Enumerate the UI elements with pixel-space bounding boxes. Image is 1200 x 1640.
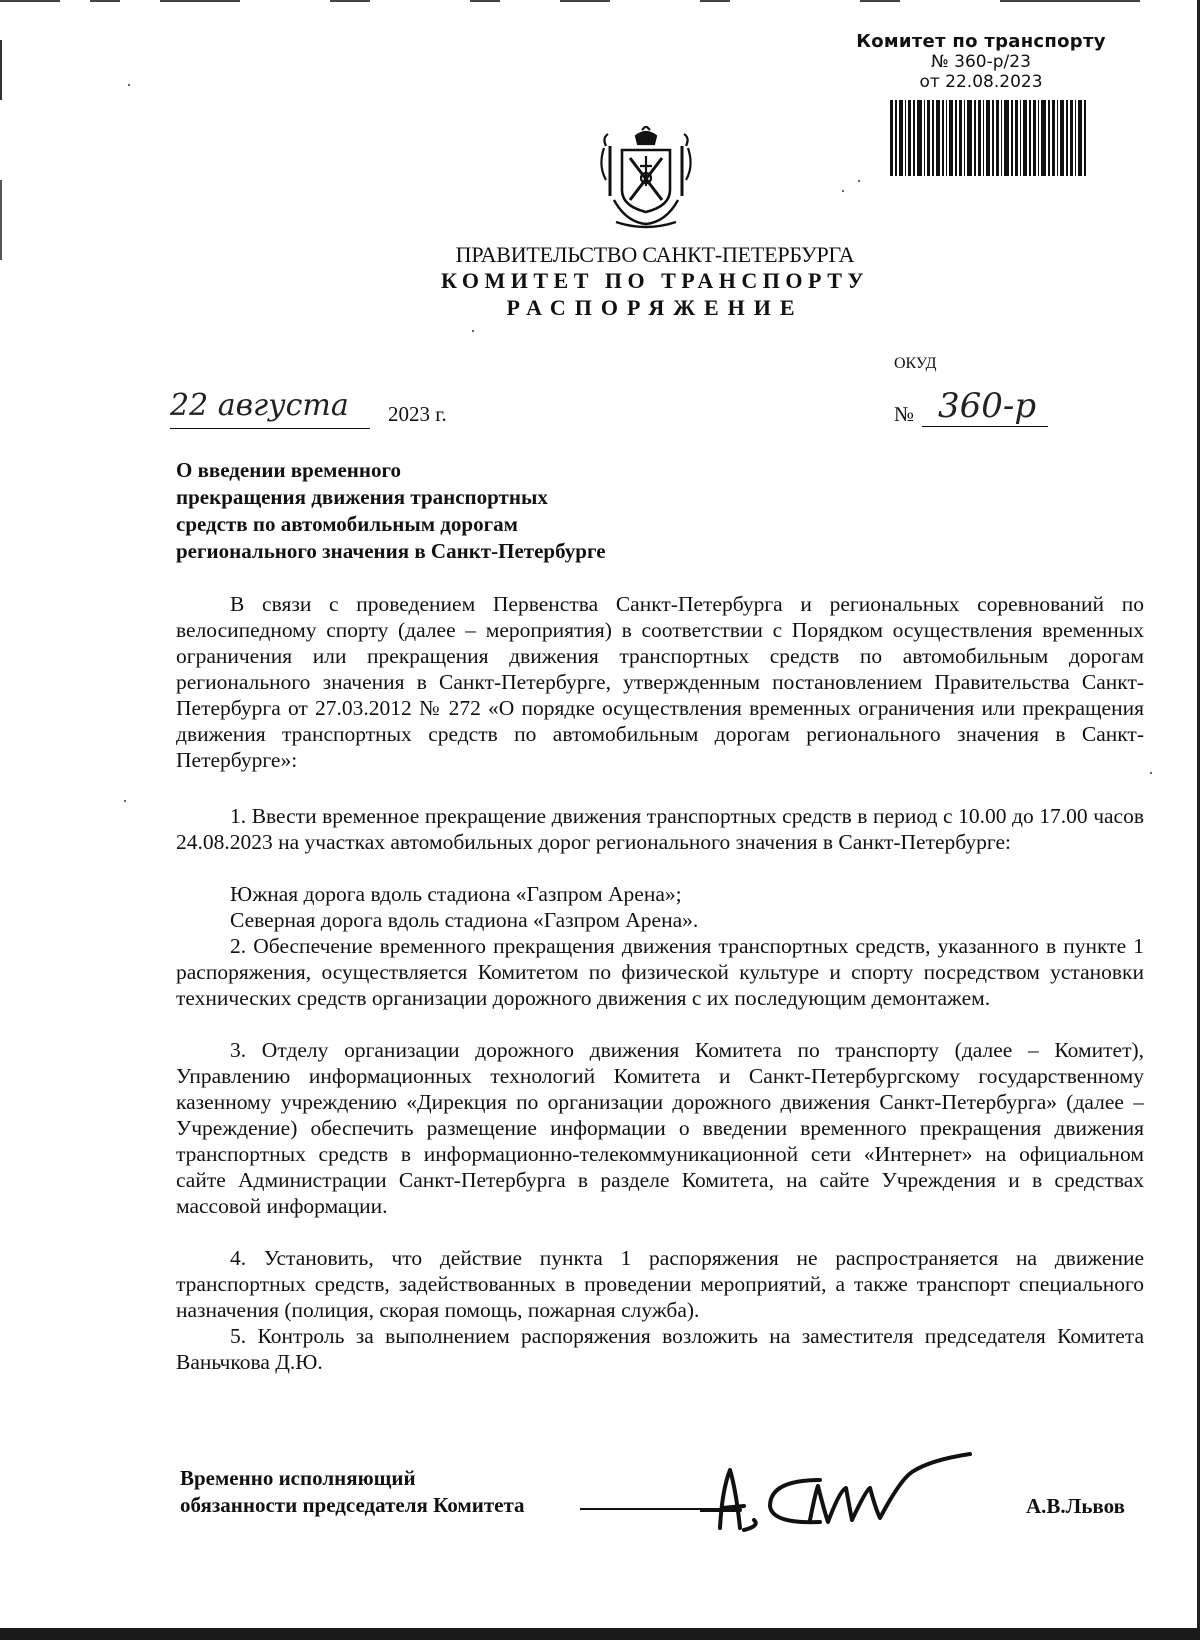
okud-label: ОКУД: [894, 355, 937, 372]
item-5: [176, 1323, 1144, 1375]
document-type: РАСПОРЯЖЕНИЕ: [506, 295, 804, 320]
scan-edge-bottom: [0, 1628, 1200, 1640]
item-4: [176, 1245, 1144, 1323]
item-1: [176, 803, 1144, 855]
scan-speck: [858, 180, 860, 182]
paragraph-text: В связи с проведением Первенства Санкт-Петербурга и региональных соревнований по велосипедному спорту (далее – мероприятия) в соответствии с Порядком осуществления временных ограничения или прекращения движения транспортных средств по автомобильным дорогам регионального значения в Санкт-Петербурге, утвержденным постановлением Правительства Санкт-Петербурга от 27.03.2012 № 272 «О порядке осуществления временных ограничения или прекращения движения транспортных средств по автомобильным дорогам регионального значения в Санкт-Петербурге»:: [176, 592, 1144, 772]
handwritten-number: 360-р: [938, 386, 1037, 426]
coat-of-arms-icon: [596, 126, 696, 234]
number-sign: №: [894, 402, 915, 426]
paragraph-text: 4. Установить, что действие пункта 1 распоряжения не распространяется на движение транспортных средств, задействованных в проведении мероприятий, а также транспорт специального назначения (полиция, скорая помощь, пожарная служба).: [176, 1246, 1144, 1322]
date-underline: [170, 428, 370, 429]
scan-edge-top: [0, 0, 1200, 4]
committee-title: КОМИТЕТ ПО ТРАНСПОРТУ: [440, 268, 870, 293]
subject-line: средств по автомобильным дорогам: [176, 512, 518, 536]
government-title: ПРАВИТЕЛЬСТВО САНКТ-ПЕТЕРБУРГА: [455, 242, 855, 267]
scan-speck: [128, 84, 130, 86]
subject-line: регионального значения в Санкт-Петербурге: [176, 539, 606, 563]
stamp-date: от 22.08.2023: [919, 72, 1043, 92]
document-number: [894, 388, 1094, 434]
scan-edge-left: [0, 180, 2, 260]
item-3: [176, 1037, 1144, 1219]
handwritten-signature: [700, 1450, 1030, 1540]
handwritten-date: 22 августа: [170, 388, 349, 423]
scan-speck: [124, 800, 126, 802]
barcode: [890, 100, 1086, 176]
scan-speck: [1150, 772, 1152, 774]
paragraph-text: 2. Обеспечение временного прекращения движения транспортных средств, указанного в пункте 1 распоряжения, осуществляется Комитетом по физической культуре и спорту посредством установки технических средств организации дорожного движения с их последующим демонтажем.: [176, 934, 1144, 1010]
document-subject: [176, 457, 736, 565]
stamp-org: Комитет по транспорту: [856, 31, 1106, 52]
item-2: [176, 933, 1144, 1011]
signatory-title-line: обязанности председателя Комитета: [180, 1493, 525, 1517]
paragraph-text: 5. Контроль за выполнением распоряжения возложить на заместителя председателя Комитета Ваньчкова Д.Ю.: [176, 1324, 1144, 1374]
date-year: 2023 г.: [388, 402, 447, 426]
road-item: Северная дорога вдоль стадиона «Газпром Арена».: [230, 908, 699, 932]
signatory-title-line: Временно исполняющий: [180, 1466, 416, 1490]
scan-speck: [842, 190, 844, 192]
subject-line: О введении временного: [176, 458, 401, 482]
document-date: [170, 388, 670, 434]
paragraph-text: 3. Отделу организации дорожного движения Комитета по транспорту (далее – Комитет), Управлению информационных технологий Комитета и Санкт-Петербургскому государственному казенному учреждению «Дирекция по организации дорожного движения Санкт-Петербурга» (далее – Учреждение) обеспечить размещение информации о введении временного прекращения движения транспортных средств в информационно-телекоммуникационной сети «Интернет» на официальном сайте Администрации Санкт-Петербурга в разделе Комитета, на сайте Учреждения и в средствах массовой информации.: [176, 1038, 1144, 1218]
stamp-number: № 360-р/23: [931, 52, 1031, 72]
scan-speck: [472, 330, 474, 332]
registration-stamp: [846, 32, 1116, 92]
intro-paragraph: [176, 591, 1144, 773]
signatory-name: А.В.Львов: [1026, 1494, 1125, 1518]
scan-edge-left: [0, 40, 2, 100]
number-underline: [922, 426, 1048, 427]
road-item: Южная дорога вдоль стадиона «Газпром Арена»;: [230, 882, 682, 906]
paragraph-text: 1. Ввести временное прекращение движения транспортных средств в период с 10.00 до 17.00 часов 24.08.2023 на участках автомобильных дорог регионального значения в Санкт-Петербурге:: [176, 804, 1144, 854]
signatory-title: [180, 1465, 525, 1519]
subject-line: прекращения движения транспортных: [176, 485, 548, 509]
